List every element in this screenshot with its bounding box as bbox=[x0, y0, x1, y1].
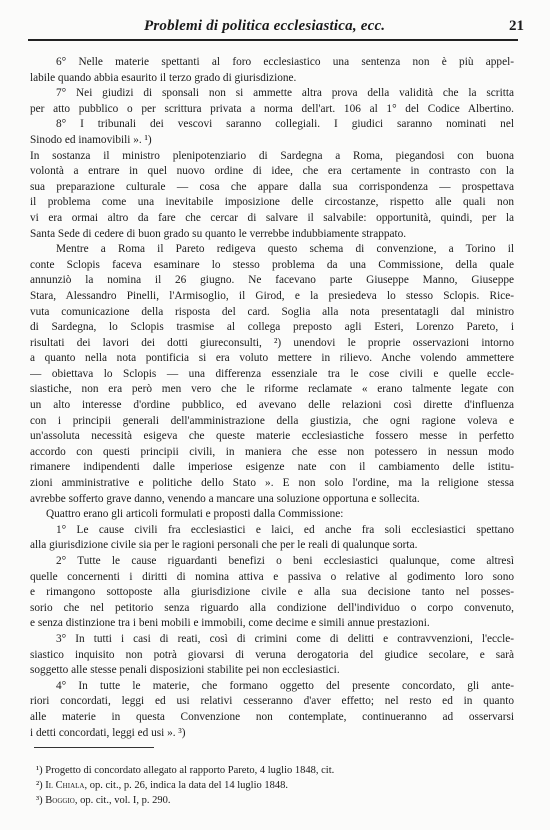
text-line: il problema come una inevitabile imposizione delle circostanze, rispetto alle quali non bbox=[30, 196, 514, 209]
text-line: — obiettava lo Sclopis — una differenza essenziale tra le cose civili e quelle eccle- bbox=[30, 367, 514, 380]
text-line: annunziò la nomina il 26 giugno. Ne facevano parte Giuseppe Manno, Giuseppe bbox=[30, 274, 514, 287]
text-line: vuta comunicazione della risposta del card. Soglia alla nota presentatagli dal ministro bbox=[30, 305, 514, 318]
text-line: Santa Sede di cedere di buon grado su quanto le verrebbe indubbiamente strappato. bbox=[30, 227, 407, 240]
text-line: 2° Tutte le cause riguardanti benefizi o beni ecclesiastici qualunque, come altresì bbox=[56, 555, 514, 567]
text-line: sua preparazione culturale — cosa che appare dalla sua corrispondenza — prospettava bbox=[30, 180, 514, 193]
text-line: vi era ormai altro da fare che cercar di salvare il salvabile: opportunità, quindi, per la bbox=[30, 211, 514, 224]
page-number: 21 bbox=[509, 18, 524, 34]
footnote-1 bbox=[36, 763, 506, 778]
text-line: labile quando abbia esaurito il terzo grado di giurisdizione. bbox=[30, 71, 297, 84]
text-line: un alto interesse d'ordine pubblico, ed avevano delle relazioni così dirette d'influenza bbox=[30, 399, 514, 412]
footnote-2 bbox=[36, 778, 506, 793]
text-line: rimanere indipendenti dalle imperiose esigenze nate con il cambiamento delle istitu- bbox=[30, 461, 514, 474]
text-line: i detti concordati, leggi ed usi ». ³) bbox=[30, 726, 186, 739]
text-line: Sinodo ed inamovibili ». ¹) bbox=[30, 133, 152, 146]
text-line: con i principii generali dell'amministrazione della giustizia, che ogni ragione voleva e bbox=[30, 414, 514, 427]
body-text bbox=[30, 55, 514, 741]
text-line: 8° I tribunali dei vescovi saranno collegiali. I giudici saranno nominati nel bbox=[56, 118, 514, 131]
text-line: 7° Nei giudizi di sponsali non si ammette altra prova della validità che la scritta bbox=[56, 87, 514, 100]
text-line: un'assoluta necessità esigeva che queste materie ecclesiastiche fossero messe in perfetto bbox=[30, 430, 514, 443]
text-line: di Sardegna, lo Sclopis trasmise al collega preposto agli Esteri, Lorenzo Pareto, i bbox=[30, 321, 514, 334]
footnotes bbox=[36, 763, 506, 808]
page-header bbox=[96, 18, 550, 40]
text-line: riori concordati, leggi ed usi relativi cesseranno d'aver effetto; nel resto ed in quanto bbox=[30, 695, 514, 708]
footnote-text: op. cit., p. 26, indica la data del 14 luglio 1848. bbox=[89, 780, 289, 791]
text-line: 3° In tutti i casi di reati, così di crimini come di delitti e contravvenzioni, l'eccle- bbox=[56, 632, 514, 645]
text-line: siastiche, non era però men vero che le riforme reclamate « erano talmente legate con bbox=[30, 383, 514, 396]
footnote-text: Progetto di concordato allegato al rapporto Pareto, 4 luglio 1848, cit. bbox=[45, 765, 335, 776]
text-line: Mentre a Roma il Pareto redigeva questo schema di convenzione, a Torino il bbox=[56, 243, 514, 256]
text-line: quelle concernenti i diritti di nomina attiva e passiva o relative al godimento loro sono bbox=[30, 570, 514, 583]
footnote-text: op. cit., vol. I, p. 290. bbox=[80, 795, 171, 806]
text-line: soggetto alle stesse penali disposizioni stabilite pei non ecclesiastici. bbox=[30, 664, 340, 677]
footnote-mark: ²) bbox=[36, 780, 43, 791]
text-line: zioni amministrative e politiche dello Stato ». E non solo l'ordine, ma la religione stessa bbox=[30, 477, 514, 490]
text-line: In sostanza il ministro plenipotenziario di Sardegna a Roma, piegandosi con buona bbox=[30, 149, 514, 162]
text-line: e senza distinzione tra i beni mobili e immobili, come decime e simili annue prestazioni. bbox=[30, 617, 430, 630]
text-line: 6° Nelle materie spettanti al foro ecclesiastico una sentenza non è più appel- bbox=[56, 56, 514, 68]
text-line: alla giurisdizione civile sia per le ragioni personali che per le reali di qualunque sorta. bbox=[30, 539, 418, 552]
text-line: 1° Le cause civili fra ecclesiastici e laici, ed anche fra soli ecclesiastici spettano bbox=[56, 523, 514, 536]
text-line: Stara, Alessandro Pinelli, l'Armisoglio, il Girod, e la presiedeva lo stesso Sclopis. Rice- bbox=[30, 289, 514, 302]
footnote-author: Boggio, bbox=[45, 795, 78, 806]
text-line: 4° In tutte le materie, che formano oggetto del presente concordato, gli ante- bbox=[56, 679, 514, 692]
text-line: siastico inquisito non potrà giovarsi di veruna derogatoria del giudice secolare, e sarà bbox=[30, 648, 514, 661]
text-line: risultati dei lavori dei dotti giureconsulti, ²) unendovi le proprie osservazioni intorno bbox=[30, 336, 514, 349]
footnote-mark: ³) bbox=[36, 795, 43, 806]
footnote-mark: ¹) bbox=[36, 765, 43, 776]
text-line: avrebbe sofferto grave danno, venendo a mancare una soluzione opportuna e sollecita. bbox=[30, 492, 420, 505]
text-line: alle materie in questa Convenzione non contemplate, continueranno ad osservarsi bbox=[30, 710, 514, 723]
text-line: sorio che nel petitorio senza riguardo alla condizione dell'individuo o corpo convenuto, bbox=[30, 601, 514, 614]
text-line: e rimangono sottoposte alla giurisdizione civile e alla sua decisione tanto nel posses- bbox=[30, 586, 514, 599]
footnote-3 bbox=[36, 793, 506, 808]
footnote-author: Il Chiala, bbox=[45, 780, 88, 791]
footnote-rule bbox=[34, 747, 154, 748]
text-line: conte Sclopis faceva esaminare lo stesso problema da una Commissione, della quale bbox=[30, 258, 514, 271]
header-rule bbox=[28, 39, 518, 41]
running-title: Problemi di politica ecclesiastica, ecc. bbox=[144, 18, 386, 34]
text-line: Quattro erano gli articoli formulati e proposti dalla Commissione: bbox=[46, 508, 344, 521]
text-line: per atto pubblico o per scrittura privata a norma dell'art. 106 al 1° del Codice Albertino. bbox=[30, 102, 514, 115]
text-line: volontà a entrare in quel nuovo ordine di idee, che era certamente in contrasto con la bbox=[30, 165, 514, 178]
text-line: a quanto nella nota pontificia si era voluto mettere in rilievo. Anche volendo ammettere bbox=[30, 352, 514, 365]
text-line: accordo con questi principii civili, in maniera che esse non potessero in nessun modo bbox=[30, 445, 514, 458]
